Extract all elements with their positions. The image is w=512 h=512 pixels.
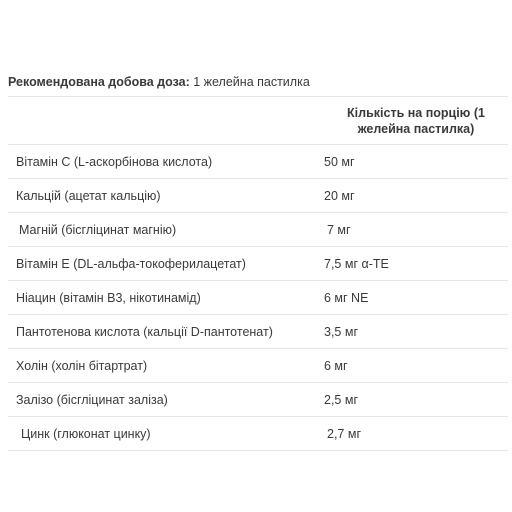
ingredient-amount: 6 мг NE	[324, 290, 369, 305]
table-row	[8, 383, 508, 417]
ingredient-amount: 20 мг	[324, 188, 355, 203]
ingredient-amount: 2,7 мг	[327, 426, 362, 441]
ingredient-amount: 6 мг	[324, 358, 348, 373]
ingredient-name: Пантотенова кислота (кальції D-пантотенат)	[16, 324, 273, 339]
recommended-dose-line	[8, 74, 310, 90]
table-header-row	[8, 97, 508, 145]
table-row	[8, 179, 508, 213]
ingredient-amount: 7,5 мг α-ТЕ	[324, 256, 389, 271]
ingredient-amount: 50 мг	[324, 154, 355, 169]
table-row	[8, 349, 508, 383]
recommended-dose-label: Рекомендована добова доза:	[8, 75, 190, 89]
ingredient-name: Ніацин (вітамін В3, нікотинамід)	[16, 290, 201, 305]
nutrition-table	[8, 96, 508, 451]
ingredient-name: Магній (бісгліцинат магнію)	[19, 222, 177, 237]
ingredient-amount: 3,5 мг	[324, 324, 359, 339]
ingredient-name: Холін (холін бітартрат)	[16, 358, 148, 373]
table-row	[8, 417, 508, 451]
table-row	[8, 145, 508, 179]
amount-per-serving-header: Кількість на порцію (1 желейна пастилка)	[347, 106, 485, 136]
ingredient-name: Вітамін С (L-аскорбінова кислота)	[16, 154, 213, 169]
recommended-dose-value: 1 желейна пастилка	[193, 75, 310, 89]
ingredient-amount: 7 мг	[327, 222, 351, 237]
table-row	[8, 281, 508, 315]
ingredient-amount: 2,5 мг	[324, 392, 359, 407]
table-row	[8, 315, 508, 349]
table-row	[8, 213, 508, 247]
ingredient-name: Цинк (глюконат цинку)	[21, 426, 151, 441]
ingredient-name: Вітамін Е (DL-альфа-токоферилацетат)	[16, 256, 246, 271]
ingredient-name: Кальцій (ацетат кальцію)	[16, 188, 161, 203]
table-row	[8, 247, 508, 281]
ingredient-name: Залізо (бісгліцинат заліза)	[16, 392, 168, 407]
